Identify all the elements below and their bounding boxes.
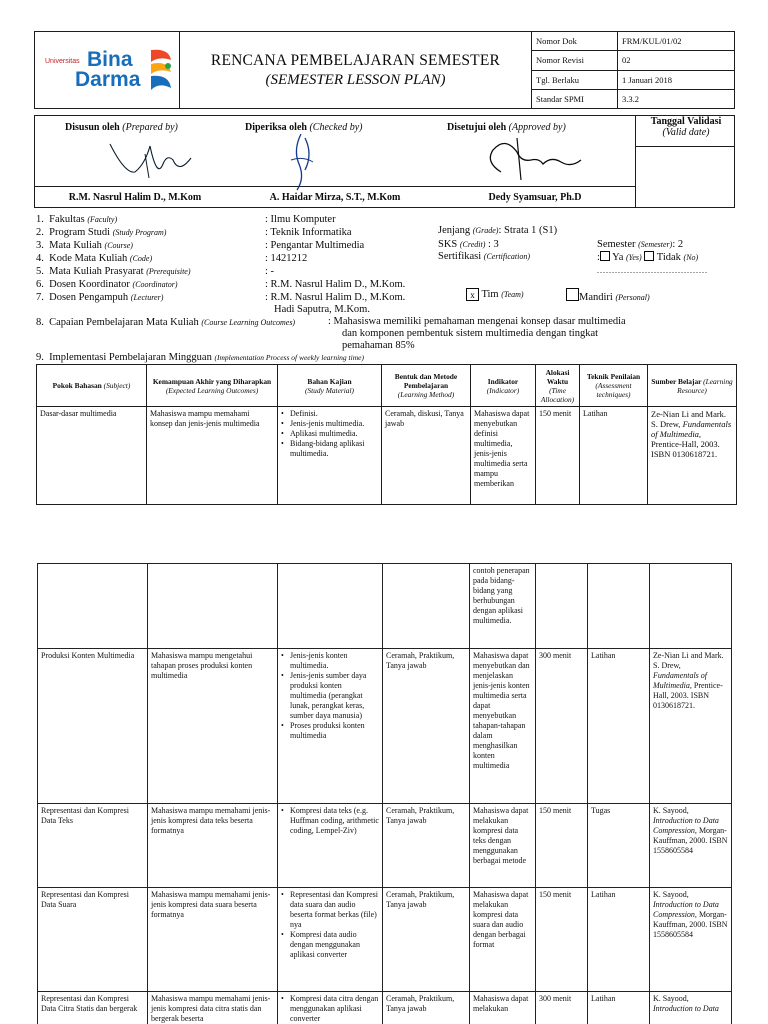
cell-assessment: Latihan: [588, 888, 650, 992]
cell-outcome: Mahasiswa mampu memahami konsep dan jenis-jenis multimedia: [147, 407, 278, 505]
jenjang: Jenjang (Grade): Strata 1 (S1): [438, 225, 558, 236]
signature-prepared-icon: [105, 134, 195, 182]
personal-option: Mandiri (Personal): [566, 288, 650, 304]
cell-outcome: Mahasiswa mampu memahami jenis-jenis kompresi data citra statis dan bergerak beserta: [148, 992, 278, 1024]
info-value: : Pengantar Multimedia: [265, 240, 365, 251]
info-row: 6. Dosen Koordinator (Coordinator): [36, 279, 178, 290]
cell-method: [383, 564, 470, 649]
cell-assessment: Tugas: [588, 804, 650, 888]
col-header: Indikator (Indicator): [471, 365, 536, 407]
weekly-table-page1: [36, 364, 737, 505]
cell-resource: Ze-Nian Li and Mark. S. Drew, Fundamentals of Multimedia, Prentice-Hall, 2003. ISBN 0130618721.: [650, 649, 732, 804]
list-item: • Jenis-jenis multimedia.: [281, 419, 378, 429]
list-item: • Kompresi data teks (e.g. Huffman coding, arithmetic coding, Lempel-Ziv): [281, 806, 379, 836]
cpmk-text: : Mahasiswa memiliki pemahaman mengenai konsep dasar multimedia: [328, 316, 626, 327]
cell-time: [536, 564, 588, 649]
lecturer-2: Hadi Saputra, M.Kom.: [274, 304, 370, 315]
cell-outcome: Mahasiswa mampu memahami jenis-jenis kompresi data suara beserta formatnya: [148, 888, 278, 992]
certification: Sertifikasi (Certification): [438, 251, 531, 262]
meta-label: Nomor Dok: [532, 32, 618, 51]
cell-material: [278, 407, 382, 505]
info-row: 4. Kode Mata Kuliah (Code): [36, 253, 153, 264]
cell-indicator: Mahasiswa dapat melakukan kompresi data suara dan audio dengan berbagai format: [470, 888, 536, 992]
cell-indicator: Mahasiswa dapat menyebutkan definisi multimedia, jenis-jenis multimedia serta mampu memberikan: [471, 407, 536, 505]
info-row: 2. Program Studi (Study Program): [36, 227, 167, 238]
info-value: : Teknik Informatika: [265, 227, 352, 238]
cell-resource: K. Sayood, Introduction to Data Compression, Morgan-Kauffman, 2000. ISBN 1558605584: [650, 888, 732, 992]
page-title: RENCANA PEMBELAJARAN SEMESTER: [210, 51, 501, 69]
checkbox-personal[interactable]: [566, 288, 579, 301]
cell-method: Ceramah, Praktikum, Tanya jawab: [383, 888, 470, 992]
weekly-table-page2: [37, 563, 732, 1024]
cell-assessment: [588, 564, 650, 649]
info-row: 7. Dosen Pengampuh (Lecturer): [36, 292, 164, 303]
logo-emblem-icon: [147, 46, 175, 94]
cell-outcome: Mahasiswa mampu mengetahui tahapan proses produksi konten multimedia: [148, 649, 278, 804]
list-item: • Bidang-bidang aplikasi multimedia.: [281, 439, 378, 459]
cell-resource: Ze-Nian Li and Mark. S. Drew, Fundamentals of Multimedia, Prentice-Hall, 2003. ISBN 0130618721.: [648, 407, 737, 505]
list-item: • Definisi.: [281, 409, 378, 419]
signature-block: [34, 115, 735, 208]
cell-method: Ceramah, Praktikum, Tanya jawab: [383, 649, 470, 804]
cell-method: Ceramah, diskusi, Tanya jawab: [382, 407, 471, 505]
cell-time: 300 menit: [536, 992, 588, 1024]
team-option: x Tim (Team): [466, 288, 524, 301]
dotted-line: .....................................: [597, 266, 708, 275]
prepared-name: R.M. Nasrul Halim D., M.Kom: [68, 192, 202, 203]
cell-subject: Representasi dan Kompresi Data Teks: [38, 804, 148, 888]
cell-material: [278, 649, 383, 804]
page-subtitle: (SEMESTER LESSON PLAN): [265, 71, 446, 88]
cell-resource: K. Sayood, Introduction to Data: [650, 992, 732, 1024]
info-value: : 1421212: [265, 253, 308, 264]
logo-universitas: Universitas: [45, 58, 80, 65]
cell-material: [278, 804, 383, 888]
list-item: • Aplikasi multimedia.: [281, 429, 378, 439]
info-row: 3. Mata Kuliah (Course): [36, 240, 133, 251]
cell-time: 150 menit: [536, 407, 580, 505]
info-row: 1. Fakultas (Faculty): [36, 214, 118, 225]
info-value: : Ilmu Komputer: [265, 214, 336, 225]
cell-outcome: [148, 564, 278, 649]
cell-indicator: Mahasiswa dapat melakukan: [470, 992, 536, 1024]
approved-name: Dedy Syamsuar, Ph.D: [488, 192, 582, 203]
cell-subject: [38, 564, 148, 649]
info-value: : R.M. Nasrul Halim D., M.Kom.: [265, 292, 406, 303]
valid-heading: Tanggal Validasi (Valid date): [650, 116, 722, 138]
info-value: : -: [265, 266, 275, 277]
semester: Semester (Semester): 2: [597, 239, 684, 250]
cell-assessment: Latihan: [580, 407, 648, 505]
checkbox-yes[interactable]: [600, 251, 610, 261]
checked-name: A. Haidar Mirza, S.T., M.Kom: [269, 192, 401, 203]
col-header: Pokok Bahasan (Subject): [37, 365, 147, 407]
list-item: • Proses produksi konten multimedia: [281, 721, 379, 741]
meta-value: 1 Januari 2018: [618, 70, 735, 89]
cell-assessment: Latihan: [588, 992, 650, 1024]
cell-subject: Dasar-dasar multimedia: [37, 407, 147, 505]
info-value: : R.M. Nasrul Halim D., M.Kom.: [265, 279, 406, 290]
col-header: Bentuk dan Metode Pembelajaran (Learning Method): [382, 365, 471, 407]
cell-indicator: Mahasiswa dapat menyebutkan dan menjelaskan jenis-jenis konten multimedia serta dapat menyebutkan tahapan-tahapan dalam menghasilkan konten multimedia: [470, 649, 536, 804]
cell-resource: [650, 564, 732, 649]
checkbox-team[interactable]: x: [466, 288, 479, 301]
logo-darma: Darma: [75, 68, 141, 91]
cell-indicator: Mahasiswa dapat melakukan kompresi data teks dengan menggunakan berbagai metode: [470, 804, 536, 888]
cpmk-text: pemahaman 85%: [342, 340, 415, 351]
list-item: • Kompresi data audio dengan menggunakan aplikasi converter: [281, 930, 379, 960]
meta-label: Nomor Revisi: [532, 51, 618, 70]
approved-heading: Disetujui oleh (Approved by): [447, 122, 566, 133]
cell-resource: K. Sayood, Introduction to Data Compression, Morgan-Kauffman, 2000. ISBN 1558605584: [650, 804, 732, 888]
weekly-impl-label: 9. Implementasi Pembelajaran Mingguan (Implementation Process of weekly learning time): [36, 352, 364, 363]
cell-time: 150 menit: [536, 804, 588, 888]
cell-assessment: Latihan: [588, 649, 650, 804]
prepared-heading: Disusun oleh (Prepared by): [65, 122, 178, 133]
col-header: Teknik Penilaian (Assessment techniques): [580, 365, 648, 407]
table-row: [38, 804, 732, 888]
cpmk-text: dan komponen pembentuk sistem multimedia dengan tingkat: [342, 328, 599, 339]
col-header: Sumber Belajar (Learning Resource): [648, 365, 737, 407]
info-row: 5. Mata Kuliah Prasyarat (Prerequisite): [36, 266, 191, 277]
checkbox-no[interactable]: [644, 251, 654, 261]
sks: SKS (Credit) : 3: [438, 239, 499, 250]
signature-checked-icon: [283, 130, 323, 192]
cell-subject: Representasi dan Kompresi Data Suara: [38, 888, 148, 992]
list-item: • Jenis-jenis sumber daya produksi konten multimedia (perangkat lunak, perangkat keras, sumber daya manusia): [281, 671, 379, 721]
cell-outcome: Mahasiswa mampu memahami jenis-jenis kompresi data teks beserta formatnya: [148, 804, 278, 888]
certification-options: : Ya (Yes) Tidak (No): [597, 252, 699, 263]
col-header: Alokasi Waktu (Time Allocation): [536, 365, 580, 407]
table-row: [38, 992, 732, 1024]
logo-cell: [35, 32, 180, 109]
cpmk-label: 8. Capaian Pembelajaran Mata Kuliah (Course Learning Outcomes): [36, 317, 296, 328]
table-row: [38, 888, 732, 992]
list-item: • Jenis-jenis konten multimedia.: [281, 651, 379, 671]
cell-time: 300 menit: [536, 649, 588, 804]
logo-bina: Bina: [87, 48, 133, 71]
meta-label: Standar SPMI: [532, 89, 618, 108]
document-header: [34, 31, 735, 109]
col-header: Kemampuan Akhir yang Diharapkan (Expected Learning Outcomes): [147, 365, 278, 407]
meta-value: 3.3.2: [618, 89, 735, 108]
cell-method: Ceramah, Praktikum, Tanya jawab: [383, 992, 470, 1024]
cell-indicator: contoh penerapan pada bidang-bidang yang berhubungan dengan aplikasi multimedia.: [470, 564, 536, 649]
cell-material: [278, 992, 383, 1024]
table-row: [38, 649, 732, 804]
cell-subject: Produksi Konten Multimedia: [38, 649, 148, 804]
checked-heading: Diperiksa oleh (Checked by): [245, 122, 363, 133]
cell-material: [278, 888, 383, 992]
list-item: • Kompresi data citra dengan menggunakan aplikasi converter: [281, 994, 379, 1024]
meta-value: 02: [618, 51, 735, 70]
list-item: • Representasi dan Kompresi data suara dan audio beserta format berkas (file) nya: [281, 890, 379, 930]
title-cell: [180, 32, 532, 109]
meta-label: Tgl. Berlaku: [532, 70, 618, 89]
cell-method: Ceramah, Praktikum, Tanya jawab: [383, 804, 470, 888]
col-header: Bahan Kajian (Study Material): [278, 365, 382, 407]
cell-time: 150 menit: [536, 888, 588, 992]
cell-subject: Representasi dan Kompresi Data Citra Statis dan bergerak: [38, 992, 148, 1024]
signature-approved-icon: [481, 132, 591, 186]
meta-value: FRM/KUL/01/02: [618, 32, 735, 51]
cell-material: [278, 564, 383, 649]
